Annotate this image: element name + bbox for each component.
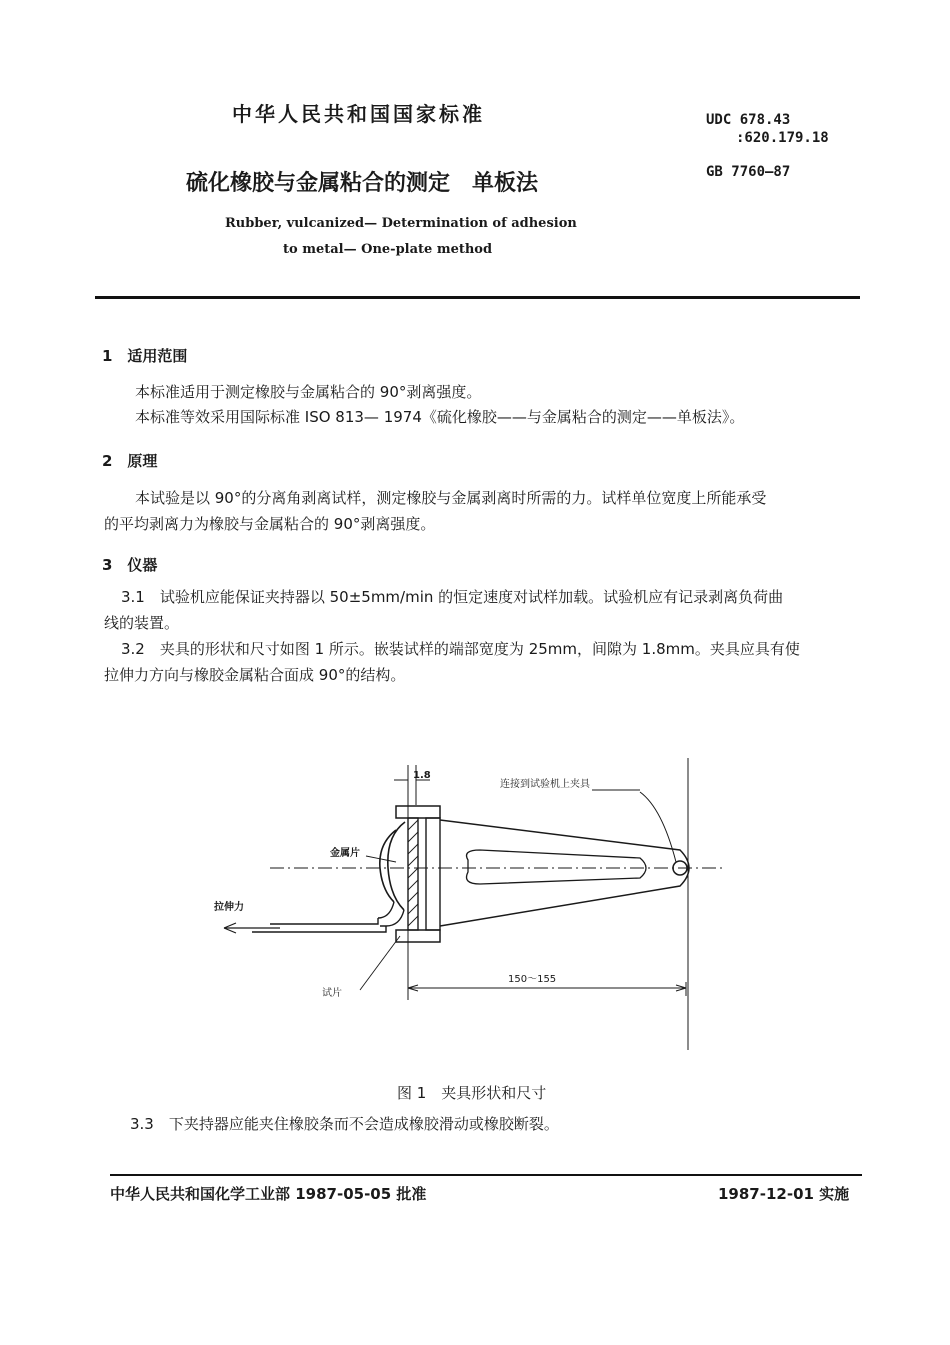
section-2-para-line1: 本试验是以 90°的分离角剥离试样，测定橡胶与金属剥离时所需的力。试样单位宽度上所能承受 bbox=[135, 489, 767, 507]
footer-issuer: 中华人民共和国化学工业部 1987-05-05 批准 bbox=[110, 1185, 427, 1203]
connect-label: 连接到试验机上夹具 bbox=[500, 779, 590, 790]
clause-3-1-line2: 线的装置。 bbox=[104, 614, 180, 632]
clause-3-1-line1: 3.1 试验机应能保证夹持器以 50±5mm/min 的恒定速度对试样加载。试验机应有记录剥离负荷曲 bbox=[121, 588, 784, 606]
udc-code-line1: UDC 678.43 bbox=[706, 112, 791, 128]
standard-header: 中华人民共和国国家标准 bbox=[232, 102, 485, 126]
section-3-heading: 3 仪器 bbox=[102, 556, 158, 574]
section-1-para-1: 本标准适用于测定橡胶与金属粘合的 90°剥离强度。 bbox=[135, 383, 482, 401]
metal-label: 金属片 bbox=[330, 848, 360, 859]
section-1-heading: 1 适用范围 bbox=[102, 347, 188, 365]
top-rule bbox=[95, 296, 860, 299]
bottom-rule bbox=[110, 1174, 862, 1176]
title-chinese: 硫化橡胶与金属粘合的测定 单板法 bbox=[186, 171, 539, 196]
section-2-heading: 2 原理 bbox=[102, 452, 158, 470]
footer-effective-date: 1987-12-01 实施 bbox=[718, 1185, 850, 1203]
clause-3-2-line2: 拉伸力方向与橡胶金属粘合面成 90°的结构。 bbox=[104, 666, 406, 684]
force-label: 拉伸力 bbox=[214, 902, 244, 913]
figure-1-caption: 图 1 夹具形状和尺寸 bbox=[397, 1084, 547, 1102]
title-english-line1: Rubber, vulcanized— Determination of adhesion bbox=[225, 216, 577, 231]
section-2-para-line2: 的平均剥离力为橡胶与金属粘合的 90°剥离强度。 bbox=[104, 515, 436, 533]
title-english-line2: to metal— One-plate method bbox=[283, 242, 493, 257]
dim-length-label: 150～155 bbox=[508, 974, 557, 985]
figure-1-fixture-diagram bbox=[200, 750, 820, 1070]
specimen-label: 试片 bbox=[322, 988, 342, 999]
clause-3-2-line1: 3.2 夹具的形状和尺寸如图 1 所示。嵌装试样的端部宽度为 25mm，间隙为 1.8mm。夹具应具有使 bbox=[121, 640, 800, 658]
section-1-para-2: 本标准等效采用国际标准 ISO 813— 1974《硫化橡胶——与金属粘合的测定——单板法》。 bbox=[135, 408, 745, 426]
gb-code: GB 7760—87 bbox=[706, 164, 791, 180]
dim-gap-label: 1.8 bbox=[413, 770, 431, 781]
clause-3-3: 3.3 下夹持器应能夹住橡胶条而不会造成橡胶滑动或橡胶断裂。 bbox=[130, 1115, 559, 1133]
udc-code-line2: :620.179.18 bbox=[736, 130, 829, 146]
